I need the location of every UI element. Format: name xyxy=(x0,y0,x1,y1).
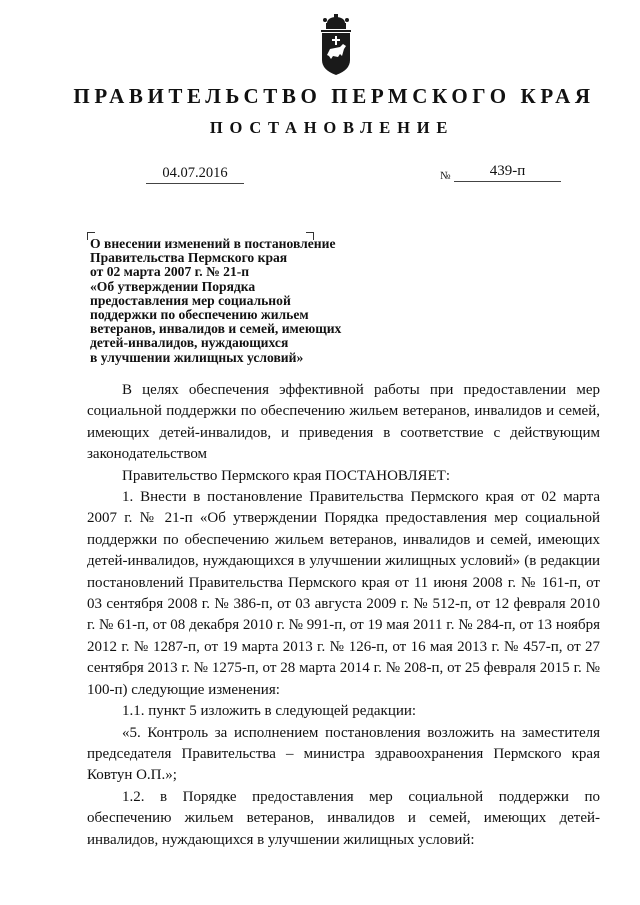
clause-5-quote-paragraph: «5. Контроль за исполнением постановления возложить на заместителя председателя Правительства – министра здравоохранения Пермского края Ковтун О.П.»; xyxy=(87,724,600,784)
government-title: ПРАВИТЕЛЬСТВО ПЕРМСКОГО КРАЯ xyxy=(73,84,595,108)
subject-line: Правительства Пермского края xyxy=(90,250,288,266)
preamble-paragraph: В целях обеспечения эффективной работы при предоставлении мер социальной поддержки по обеспечению жильем ветеранов, инвалидов и семей, имеющих детей-инвалидов, и приведения в соответствие с действующим законодательством xyxy=(87,382,600,463)
document-body xyxy=(87,380,600,851)
subject-line: детей-инвалидов, нуждающихся xyxy=(90,335,289,351)
document-number: 439-п xyxy=(454,163,561,182)
subject-line: «Об утверждении Порядка xyxy=(90,278,256,294)
subject-line: в улучшении жилищных условий» xyxy=(90,349,304,365)
subject-line: предоставления мер социальной xyxy=(90,292,291,308)
clause-1-1-paragraph: 1.1. пункт 5 изложить в следующей редакции: xyxy=(122,703,417,720)
clause-1-2-paragraph: 1.2. в Порядке предоставления мер социальной поддержки по обеспечению жильем ветеранов, инвалидов и семей, имеющих детей-инвалидов, нуждающихся в улучшении жилищных условий: xyxy=(87,788,600,848)
coat-of-arms-icon xyxy=(318,14,354,76)
document-subject xyxy=(90,237,380,365)
document-date: 04.07.2016 xyxy=(146,165,244,184)
resolution-paragraph: Правительство Пермского края ПОСТАНОВЛЯЕТ: xyxy=(122,467,451,484)
subject-line: О внесении изменений в постановление xyxy=(90,236,336,251)
subject-line: от 02 марта 2007 г. № 21-п xyxy=(90,264,250,280)
clause-1-paragraph: 1. Внести в постановление Правительства Пермского края от 02 марта 2007 г. № 21-п «Об утверждении Порядка предоставления мер социальной поддержки по обеспечению жильем ветеранов, инвалидов и семей, имеющих детей-инвалидов, нуждающихся в улучшении жилищных условий» (в редакции постановлений Правительства Пермского края от 11 июня 2008 г. № 161-п, от 03 сентября 2008 г. № 386-п, от 03 августа 2009 г. № 512-п, от 12 февраля 2010 г. № 61-п, от 08 декабря 2010 г. № 991-п, от 19 мая 2011 г. № 284-п, от 13 ноября 2012 г. № 1287-п, от 19 марта 2013 г. № 126-п, от 16 мая 2013 г. № 457-п, от 27 сентября 2013 г. № 1275-п, от 28 марта 2014 г. № 208-п, от 25 февраля 2015 г. № 100-п) следующие изменения: xyxy=(87,489,600,698)
document-type: ПОСТАНОВЛЕНИЕ xyxy=(209,118,455,137)
number-label: № xyxy=(440,170,451,182)
subject-line: ветеранов, инвалидов и семей, имеющих xyxy=(90,321,342,337)
subject-line: поддержки по обеспечению жильем xyxy=(90,307,309,323)
